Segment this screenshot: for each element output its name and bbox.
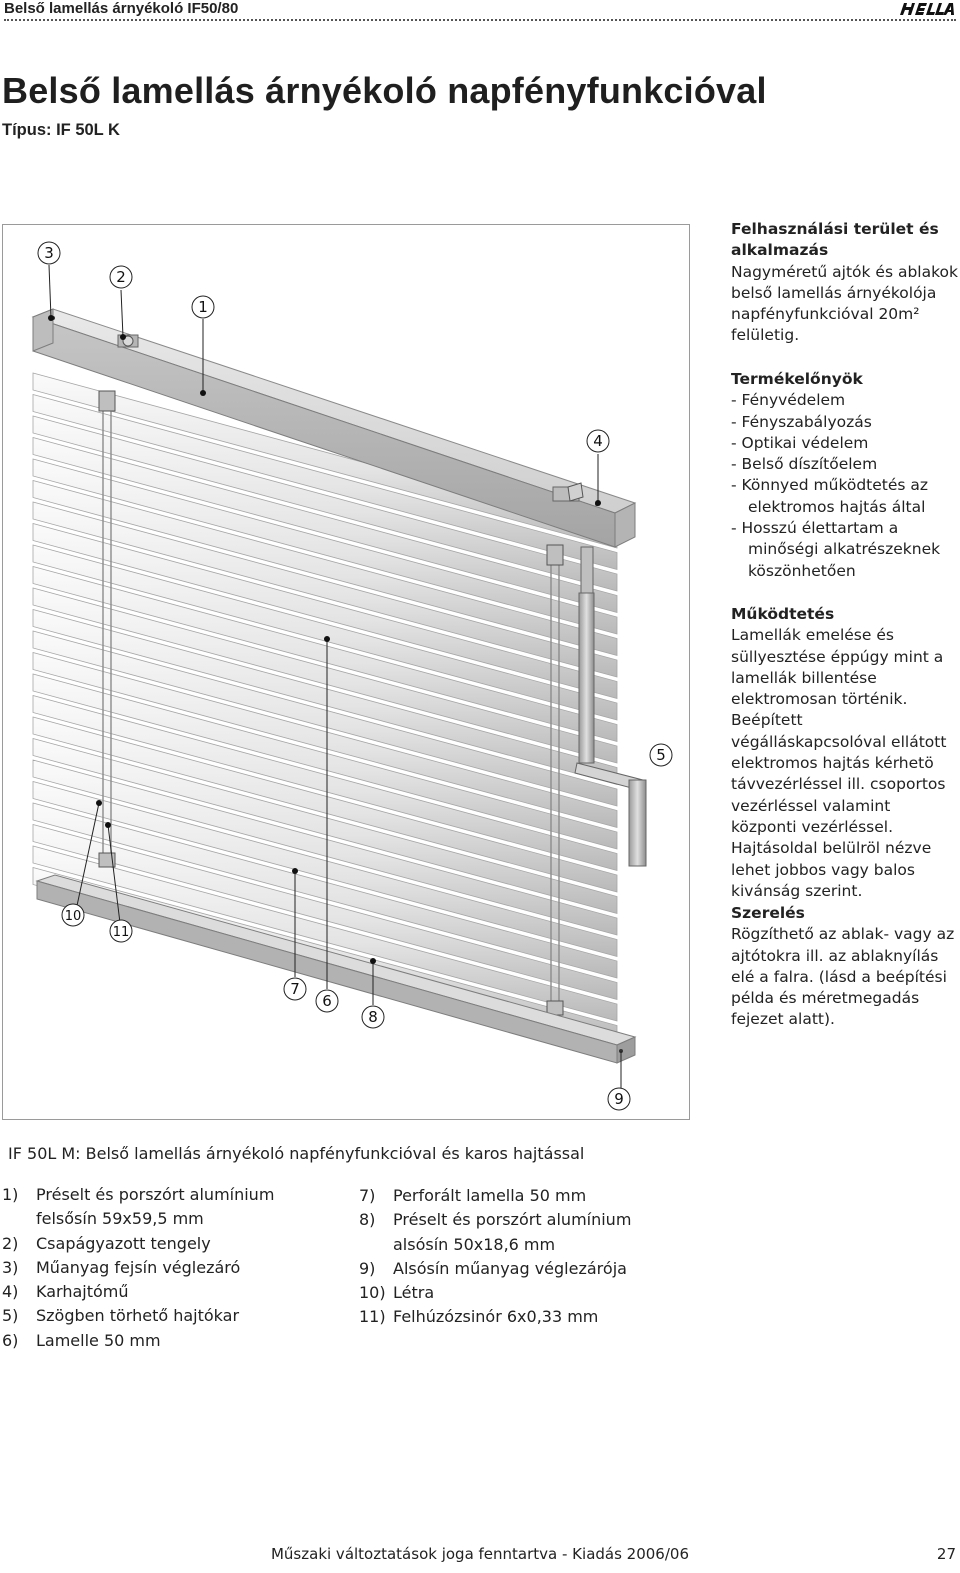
callout-label: 11	[112, 925, 130, 940]
footer-text: Műszaki változtatások joga fenntartva - Kiadás 2006/06	[270, 1545, 689, 1563]
advantages-heading: Termékelőnyök	[731, 370, 863, 388]
part-text: Préselt és porszórt alumínium felsősín 59x59,5 mm	[36, 1185, 275, 1229]
part-number: 11)	[359, 1307, 386, 1327]
page-number: 27	[936, 1545, 956, 1563]
part-item	[359, 1208, 659, 1257]
advantages-list	[731, 390, 959, 582]
part-item	[359, 1257, 659, 1281]
mounting-heading: Szerelés	[731, 904, 805, 922]
part-number: 1)	[2, 1185, 19, 1204]
part-item	[2, 1232, 338, 1256]
part-item	[2, 1304, 338, 1328]
part-text: Alsósín műanyag véglezárója	[393, 1258, 627, 1278]
advantage-item: - Hosszú élettartam a minőségi alkatrészeknek köszönhetően	[731, 519, 941, 580]
parts-list-left	[2, 1183, 338, 1353]
callout-2	[110, 266, 132, 288]
operation-section	[731, 604, 959, 902]
part-text: Perforált lamella 50 mm	[393, 1186, 587, 1205]
header-divider	[4, 19, 956, 21]
callout-3	[38, 242, 60, 264]
part-number: 8)	[359, 1210, 376, 1230]
part-item	[2, 1183, 338, 1232]
parts-list-right	[359, 1184, 659, 1330]
callout-label: 6	[322, 992, 332, 1010]
callout-10	[62, 904, 84, 926]
advantage-item: - Optikai védelem	[731, 433, 869, 452]
advantage-item: - Fényvédelem	[731, 391, 846, 410]
callout-4	[587, 430, 609, 452]
usage-heading: Felhasználási terület és alkalmazás	[731, 220, 939, 260]
part-number: 5)	[2, 1306, 19, 1326]
callout-label: 8	[368, 1008, 378, 1026]
part-item	[359, 1305, 659, 1329]
part-number: 10)	[359, 1283, 386, 1303]
type-label: Típus: IF 50L K	[2, 121, 120, 139]
advantage-item: - Fényszabályozás	[731, 412, 872, 431]
callout-6	[316, 990, 338, 1012]
part-number: 6)	[2, 1330, 19, 1350]
callout-label: 5	[656, 746, 666, 764]
part-text: Préselt és porszórt alumínium alsósín 50x18,6 mm	[393, 1210, 632, 1254]
part-text: Műanyag fejsín véglezáró	[36, 1257, 241, 1277]
operation-text: Lamellák emelése és süllyesztése éppúgy mint a lamellák billentése elektromosan történik. Beépített végálláskapcsolóval ellátott elektromos hajtás kérhetö távvezérléssel ill. csoportos vezérléssel valamint központi vezérléssel. Hajtásoldal belülröl nézve lehet jobbos vagy balos kivánság szerint.	[731, 626, 947, 900]
illustration-caption: IF 50L M: Belső lamellás árnyékoló napfényfunkcióval és karos hajtással	[8, 1144, 585, 1163]
header-title: Belső lamellás árnyékoló IF50/80	[4, 0, 239, 17]
callout-7	[284, 978, 306, 1000]
part-item	[2, 1280, 338, 1304]
part-text: Csapágyazott tengely	[36, 1233, 211, 1253]
part-text: Szögben törhető hajtókar	[36, 1306, 240, 1326]
page-title: Belső lamellás árnyékoló napfényfunkcióval	[2, 70, 767, 111]
part-text: Létra	[393, 1283, 435, 1303]
advantage-item: - Belső díszítőelem	[731, 455, 878, 474]
part-number: 4)	[2, 1282, 19, 1302]
callout-label: 1	[198, 298, 208, 316]
part-number: 7)	[359, 1186, 376, 1205]
part-number: 9)	[359, 1258, 376, 1278]
usage-text: Nagyméretű ajtók és ablakok belső lamellás árnyékolója napfényfunkcióval 20m² felületig.	[731, 262, 958, 345]
callout-label: 10	[64, 909, 82, 924]
part-number: 2)	[2, 1233, 19, 1253]
callout-label: 4	[593, 432, 603, 450]
blind-drawing	[3, 225, 691, 1121]
mounting-text: Rögzíthető az ablak- vagy az ajtótokra ill. az ablaknyílás elé a falra. (lásd a beépítési példa és méretmegadás fejezet alatt).	[731, 925, 955, 1029]
callout-label: 9	[614, 1090, 624, 1108]
callout-1	[192, 296, 214, 318]
part-item	[359, 1184, 659, 1208]
part-text: Lamelle 50 mm	[36, 1330, 161, 1350]
callout-8	[362, 1006, 384, 1028]
callout-label: 7	[290, 980, 300, 998]
mounting-section	[731, 903, 959, 1031]
advantage-item: - Könnyed működtetés az elektromos hajtás által	[731, 476, 929, 516]
part-text: Felhúzózsinór 6x0,33 mm	[393, 1307, 599, 1327]
callout-label: 2	[116, 268, 126, 286]
part-text: Karhajtómű	[36, 1282, 129, 1302]
usage-section	[731, 219, 959, 347]
callout-9	[608, 1088, 630, 1110]
part-item	[2, 1329, 338, 1353]
callout-5	[650, 744, 672, 766]
callout-11	[110, 920, 132, 942]
product-illustration	[2, 224, 690, 1120]
callout-label: 3	[44, 244, 54, 262]
part-number: 3)	[2, 1257, 19, 1277]
part-item	[359, 1281, 659, 1305]
advantages-section	[731, 369, 959, 582]
part-item	[2, 1256, 338, 1280]
brand-logo	[898, 2, 956, 16]
operation-heading: Működtetés	[731, 605, 835, 623]
